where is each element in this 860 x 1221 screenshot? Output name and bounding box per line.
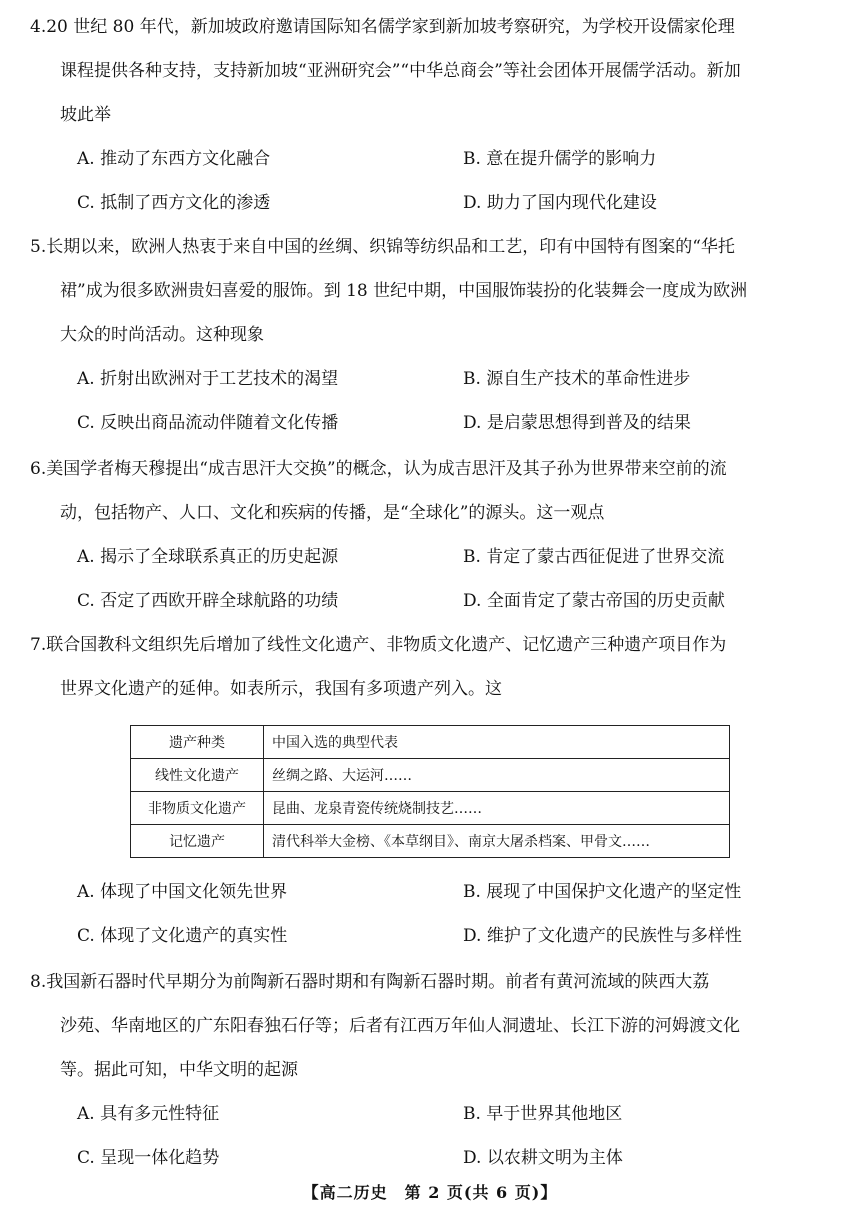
option-d: D. 全面肯定了蒙古帝国的历史贡献: [463, 591, 725, 611]
question-stem: [30, 623, 830, 711]
table-cell: 昆曲、龙泉青瓷传统烧制技艺……: [264, 792, 730, 825]
stem-line: 等。据此可知，中华文明的起源: [60, 1060, 298, 1080]
option-d: D. 是启蒙思想得到普及的结果: [463, 413, 691, 433]
option-c: C. 呈现一体化趋势: [77, 1148, 220, 1168]
options-row: [30, 357, 830, 401]
table-row: [131, 759, 730, 792]
question-stem: [30, 225, 830, 357]
option-a: A. 揭示了全球联系真正的历史起源: [77, 547, 339, 567]
question-stem: [30, 5, 830, 137]
question-stem: [30, 960, 830, 1092]
table-row: [131, 792, 730, 825]
table-header-row: [131, 726, 730, 759]
table-cell: 非物质文化遗产: [131, 792, 264, 825]
options-row: [30, 181, 830, 225]
question-6: [30, 447, 830, 623]
table-header-cell: 遗产种类: [131, 726, 264, 759]
question-7: [30, 623, 830, 711]
options-row: [30, 535, 830, 579]
option-d: D. 助力了国内现代化建设: [463, 193, 657, 213]
stem-line: 动，包括物产、人口、文化和疾病的传播，是“全球化”的源头。这一观点: [60, 503, 605, 523]
table-cell: 丝绸之路、大运河……: [264, 759, 730, 792]
stem-line: 6.美国学者梅天穆提出“成吉思汗大交换”的概念，认为成吉思汗及其子孙为世界带来空前的流: [30, 459, 727, 479]
table-header-cell: 中国入选的典型代表: [264, 726, 730, 759]
option-a: A. 折射出欧洲对于工艺技术的渴望: [77, 369, 339, 389]
stem-line: 7.联合国教科文组织先后增加了线性文化遗产、非物质文化遗产、记忆遗产三种遗产项目作为: [30, 635, 727, 655]
option-a: A. 推动了东西方文化融合: [77, 149, 271, 169]
question-7-options: [30, 870, 830, 958]
question-5: [30, 225, 830, 445]
question-8: [30, 960, 830, 1180]
question-stem: [30, 447, 830, 535]
stem-line: 4.20 世纪 80 年代，新加坡政府邀请国际知名儒学家到新加坡考察研究，为学校开设儒家伦理: [30, 17, 735, 37]
stem-line: 8.我国新石器时代早期分为前陶新石器时期和有陶新石器时期。前者有黄河流域的陕西大荔: [30, 972, 710, 992]
question-4: [30, 5, 830, 225]
option-c: C. 抵制了西方文化的渗透: [77, 193, 271, 213]
options-row: [30, 1136, 830, 1180]
option-b: B. 展现了中国保护文化遗产的坚定性: [463, 882, 742, 902]
option-c: C. 体现了文化遗产的真实性: [77, 926, 288, 946]
page-footer: 【高二历史 第 2 页(共 6 页)】: [302, 1183, 558, 1202]
table-row: [131, 825, 730, 858]
stem-line: 沙苑、华南地区的广东阳春独石仔等；后者有江西万年仙人洞遗址、长江下游的河姆渡文化: [60, 1016, 740, 1036]
table-cell: 线性文化遗产: [131, 759, 264, 792]
options-row: [30, 401, 830, 445]
stem-line: 大众的时尚活动。这种现象: [60, 325, 264, 345]
table-cell: 记忆遗产: [131, 825, 264, 858]
option-a: A. 具有多元性特征: [77, 1104, 220, 1124]
stem-line: 课程提供各种支持，支持新加坡“亚洲研究会”“中华总商会”等社会团体开展儒学活动。新加: [60, 61, 741, 81]
option-a: A. 体现了中国文化领先世界: [77, 882, 288, 902]
options-row: [30, 1092, 830, 1136]
stem-line: 5.长期以来，欧洲人热衷于来自中国的丝绸、织锦等纺织品和工艺，印有中国特有图案的“华托: [30, 237, 735, 257]
option-b: B. 早于世界其他地区: [463, 1104, 623, 1124]
heritage-table: [130, 725, 730, 858]
option-c: C. 反映出商品流动伴随着文化传播: [77, 413, 339, 433]
options-row: [30, 870, 830, 914]
option-b: B. 意在提升儒学的影响力: [463, 149, 657, 169]
stem-line: 世界文化遗产的延伸。如表所示，我国有多项遗产列入。这: [60, 679, 502, 699]
stem-line: 裙”成为很多欧洲贵妇喜爱的服饰。到 18 世纪中期，中国服饰装扮的化装舞会一度成为欧洲: [60, 281, 748, 301]
option-c: C. 否定了西欧开辟全球航路的功绩: [77, 591, 339, 611]
option-b: B. 源自生产技术的革命性进步: [463, 369, 691, 389]
options-row: [30, 914, 830, 958]
option-d: D. 维护了文化遗产的民族性与多样性: [463, 926, 742, 946]
options-row: [30, 137, 830, 181]
options-row: [30, 579, 830, 623]
stem-line: 坡此举: [60, 105, 111, 125]
option-b: B. 肯定了蒙古西征促进了世界交流: [463, 547, 725, 567]
table-cell: 清代科举大金榜、《本草纲目》、南京大屠杀档案、甲骨文……: [264, 825, 730, 858]
option-d: D. 以农耕文明为主体: [463, 1148, 623, 1168]
